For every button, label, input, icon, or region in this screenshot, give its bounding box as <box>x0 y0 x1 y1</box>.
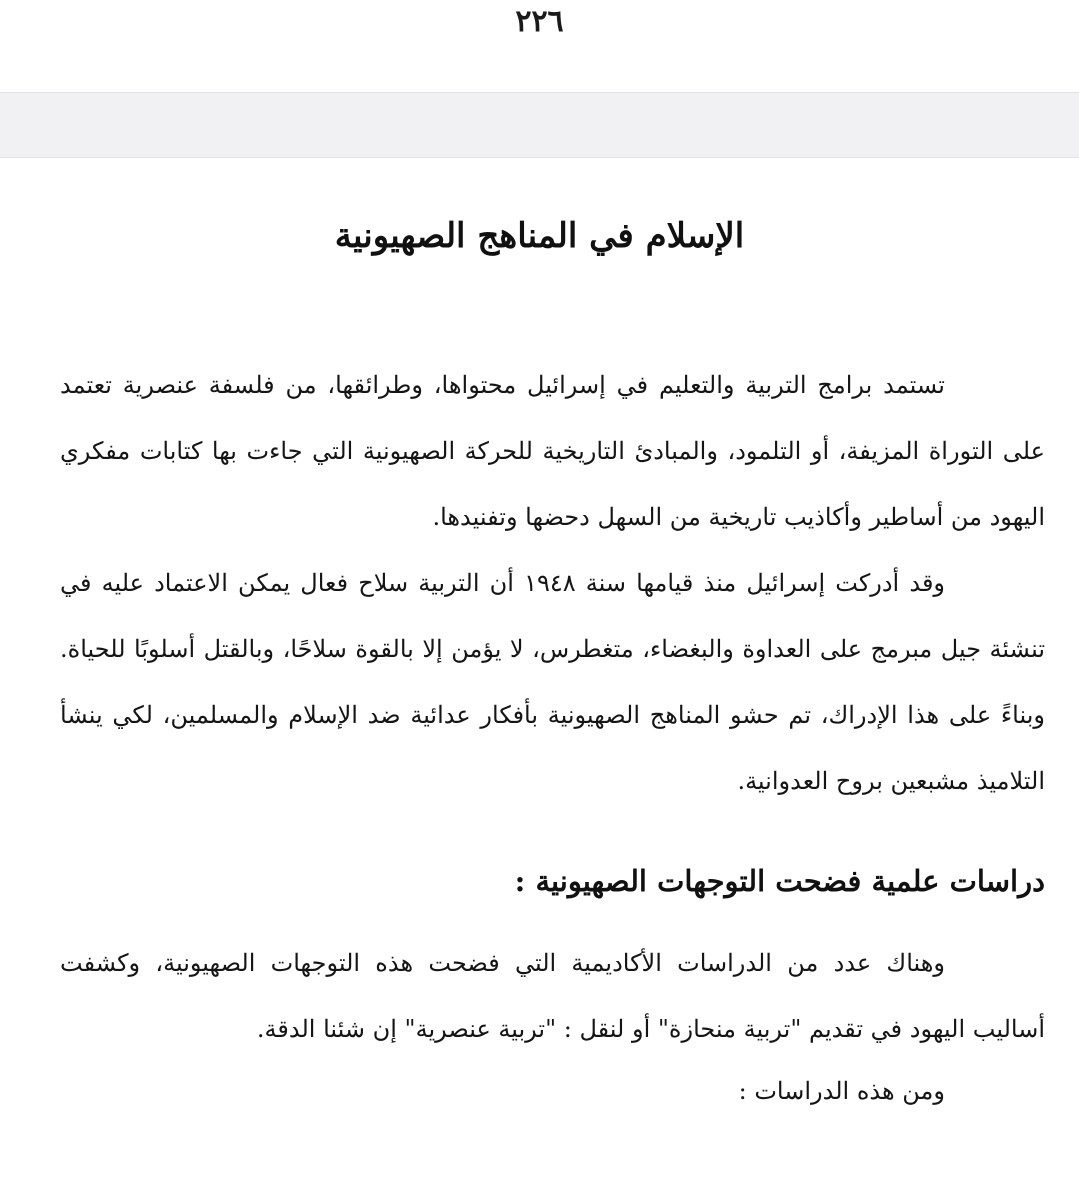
article-page <box>0 158 1079 1180</box>
paragraph-2-text: وقد أدركت إسرائيل منذ قيامها سنة ١٩٤٨ أن التربية سلاح فعال يمكن الاعتماد عليه في تنشئة جيل مبرمج على العداوة والبغضاء، متغطرس، لا يؤمن إلا بالقوة سلاحًا، وبالقتل أسلوبًا للحياة. وبناءً على هذا الإدراك، تم حشو المناهج الصهيونية بأفكار عدائية ضد الإسلام والمسلمين، لكي ينشأ التلاميذ مشبعين بروح العدوانية. <box>60 569 1046 795</box>
paragraph-1 <box>60 352 1045 550</box>
previous-page-bottom <box>0 0 1079 92</box>
paragraph-4-text: ومن هذه الدراسات : <box>738 1077 945 1105</box>
paragraph-3 <box>60 930 1045 1062</box>
article-title: الإسلام في المناهج الصهيونية <box>334 216 745 256</box>
paragraph-2 <box>60 550 1045 814</box>
paragraph-4 <box>60 1058 1045 1124</box>
section-heading: دراسات علمية فضحت التوجهات الصهيونية : <box>514 864 1045 898</box>
paragraph-1-text: تستمد برامج التربية والتعليم في إسرائيل محتواها، وطرائقها، من فلسفة عنصرية تعتمد على التوراة المزيفة، أو التلمود، والمبادئ التاريخية للحركة الصهيونية التي جاءت بها كتابات مفكري اليهود من أساطير وأكاذيب تاريخية من السهل دحضها وتفنيدها. <box>60 371 1045 531</box>
paragraph-3-text: وهناك عدد من الدراسات الأكاديمية التي فضحت هذه التوجهات الصهيونية، وكشفت أساليب اليهود في تقديم "تربية منحازة" أو لنقل : "تربية عنصرية" إن شئنا الدقة. <box>60 949 1045 1043</box>
page-number: ٢٢٦ <box>515 4 564 39</box>
page-separator <box>0 92 1079 158</box>
